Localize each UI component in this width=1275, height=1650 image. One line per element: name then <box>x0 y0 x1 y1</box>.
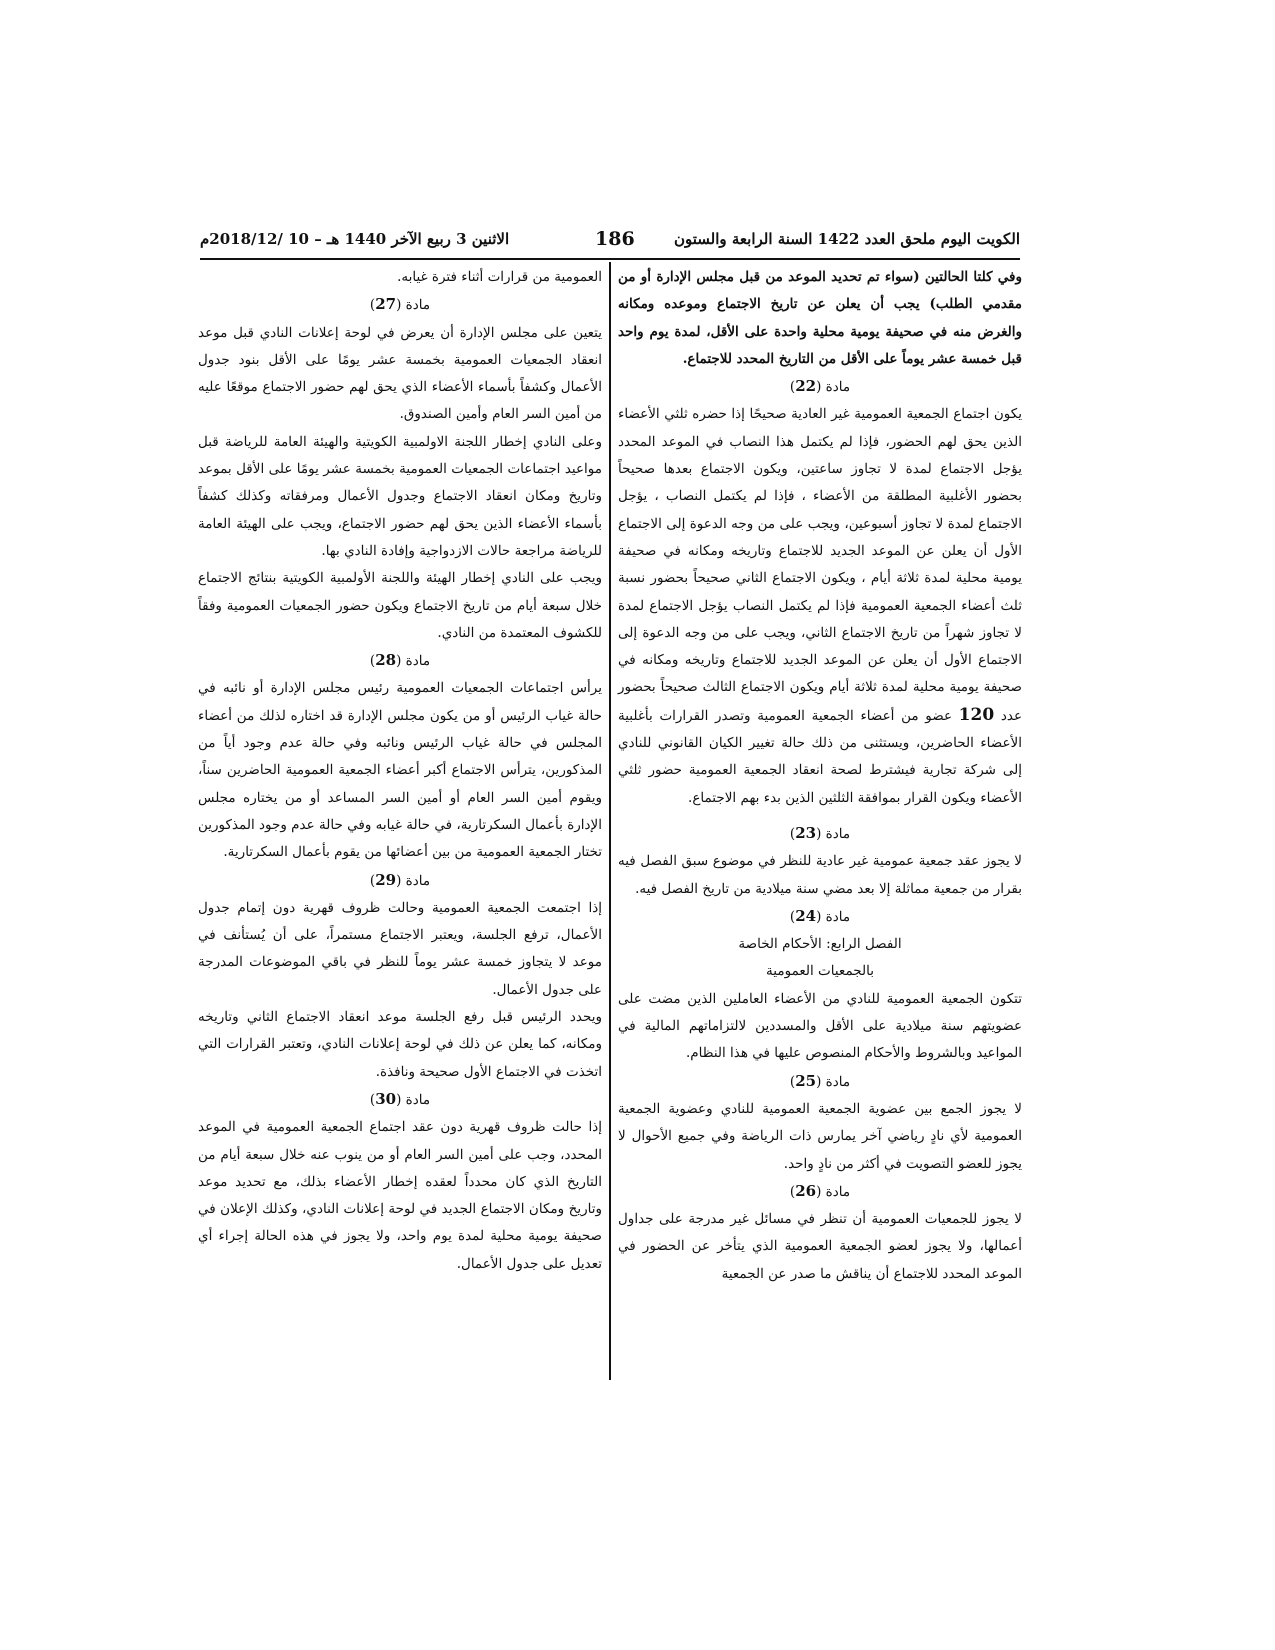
article-26-text: لا يجوز للجمعيات العمومية أن تنظر في مسائل غير مدرجة على جداول أعمالها، ولا يجوز لعضو الجمعية العمومية الذي يتأخر عن الحضور في الموعد المحدد للاجتماع أن يناقش ما صدر عن الجمعية <box>618 1211 1022 1282</box>
page-number: 186 <box>595 228 635 250</box>
article-24-text: تتكون الجمعية العمومية للنادي من الأعضاء العاملين الذين مضت على عضويتهم سنة ميلادية على الأقل والمسددين لالتزاماتهم المالية في المواعيد وبالشروط والأحكام المنصوص عليها في هذا النظام. <box>618 990 1022 1062</box>
issue-date: الاثنين 3 ربيع الآخر 1440 هـ – 10 /2018/12م <box>200 230 510 248</box>
gazette-title: الكويت اليوم ملحق العدد 1422 السنة الرابعة والستون <box>674 230 1020 248</box>
article-heading-24: مادة (24) <box>789 906 851 925</box>
article-25-text: لا يجوز الجمع بين عضوية الجمعية العمومية للنادي وعضوية الجمعية العمومية لأي نادٍ رياضي آخر يمارس ذات الرياضة وفي جميع الأحوال لا يجوز للعضو التصويت في أكثر من نادٍ واحد. <box>618 1100 1022 1172</box>
article-23-text: لا يجوز عقد جمعية عمومية غير عادية للنظر في موضوع سبق الفصل فيه بقرار من جمعية مماثلة إلا بعد مضي سنة ميلادية من تاريخ الفصل فيه. <box>618 853 1022 897</box>
article-27-paragraph-3: ويجب على النادي إخطار الهيئة واللجنة الأولمبية الكويتية بنتائج الاجتماع خلال سبعة أيام من تاريخ الاجتماع ويكون حضور الجمعيات العمومية وفقاً للكشوف المعتمدة من النادي. <box>198 570 602 641</box>
chapter-subtitle: بالجمعيات العمومية <box>766 963 874 980</box>
paragraph-continued: العمومية من قرارات أثناء فترة غيابه. <box>397 269 602 285</box>
chapter-title: الفصل الرابع: الأحكام الخاصة <box>738 936 902 953</box>
column-divider <box>609 262 611 1380</box>
quorum-number: 120 <box>958 704 995 725</box>
paragraph: وفي كلتا الحالتين (سواء تم تحديد الموعد من قبل مجلس الإدارة أو من مقدمي الطلب) يجب أن يعلن عن تاريخ الاجتماع وموعده ومكانه والغرض منه في صحيفة يومية محلية واحدة على الأقل، لمدة يوم واحد قبل خمسة عشر يوماً على الأقل من التاريخ المحدد للاجتماع. <box>618 269 1022 367</box>
article-heading-22: مادة (22) <box>789 377 851 396</box>
article-27-paragraph-2: وعلى النادي إخطار اللجنة الاولمبية الكويتية والهيئة العامة للرياضة قبل مواعيد اجتماعات الجمعيات العمومية بخمسة عشر يومًا على الأقل بموعد وتاريخ ومكان انعقاد الاجتماع وجدول الأعمال ومرفقاته وكذلك كشفاً بأسماء الأعضاء الذين يحق لهم حضور الاجتماع، ويجب على الهيئة العامة للرياضة مراجعة حالات الازدواجية وإفادة النادي بها. <box>198 433 602 559</box>
left-column <box>198 264 602 1278</box>
article-29-paragraph-1: إذا اجتمعت الجمعية العمومية وحالت ظروف قهرية دون إتمام جدول الأعمال، ترفع الجلسة، ويعتبر الاجتماع مستمراً، على أن يُستأنف في موعد لا يتجاوز خمسة عشر يوماً للنظر في باقي الموضوعات المدرجة على جدول الأعمال. <box>198 899 602 998</box>
article-heading-25: مادة (25) <box>789 1071 851 1090</box>
page-header <box>200 230 1020 254</box>
article-heading-29: مادة (29) <box>369 870 431 889</box>
article-27-paragraph-1: يتعين على مجلس الإدارة أن يعرض في لوحة إعلانات النادي قبل موعد انعقاد الجمعيات العمومية بخمسة عشر يومًا على الأقل بنود جدول الأعمال وكشفاً بأسماء الأعضاء الذي يحق لهم حضور الاجتماع موقعًا عليه من أمين السر العام وأمين الصندوق. <box>198 324 602 423</box>
header-rule <box>200 258 1020 260</box>
article-heading-27: مادة (27) <box>369 295 431 314</box>
article-heading-23: مادة (23) <box>789 823 851 842</box>
article-28-text: يرأس اجتماعات الجمعيات العمومية رئيس مجلس الإدارة أو نائبه في حالة غياب الرئيس أو من يكون مجلس الإدارة قد اختاره لذلك من أعضاء المجلس في حالة غياب الرئيس ونائبه وفي حالة عدم وجود أياً من المذكورين، يترأس الاجتماع أكبر أعضاء الجمعية العمومية الحاضرين سناً، ويقوم أمين السر العام أو أمين السر المساعد أو من يختاره مجلس الإدارة بأعمال السكرتارية، في حالة غيابه وفي حالة عدم وجود المذكورين تختار الجمعية العمومية من بين أعضائها من يقوم بأعمال السكرتارية. <box>198 680 602 861</box>
article-heading-26: مادة (26) <box>789 1181 851 1200</box>
article-heading-28: مادة (28) <box>369 651 431 670</box>
article-30-text: إذا حالت ظروف قهرية دون عقد اجتماع الجمعية العمومية في الموعد المحدد، وجب على أمين السر العام أو من ينوب عنه خلال سبعة أيام من التاريخ الذي كان محدداً لعقده إخطار الأعضاء بذلك، مع تحديد موعد وتاريخ ومكان الاجتماع الجديد في لوحة إعلانات النادي، وكذلك الإعلان في صحيفة يومية محلية لمدة يوم واحد، ولا يجوز في هذه الحالة إجراء أي تعديل على جدول الأعمال. <box>198 1119 602 1272</box>
right-column <box>618 264 1022 1288</box>
article-22-text: يكون اجتماع الجمعية العمومية غير العادية صحيحًا إذا حضره ثلثي الأعضاء الذين يحق لهم الحضور، فإذا لم يكتمل هذا النصاب في الموعد المحدد يؤجل الاجتماع لمدة لا تجاوز ساعتين، ويكون الاجتماع بعدها صحيحاً بحضور الأغلبية المطلقة من الأعضاء ، فإذا لم يكتمل النصاب ، يؤجل الاجتماع لمدة لا تجاوز أسبوعين، ويجب على من وجه الدعوة إلى الاجتماع الأول أن يعلن عن الموعد الجديد للاجتماع وتاريخه ومكانه في صحيفة يومية محلية لمدة ثلاثة أيام ، ويكون الاجتماع الثاني صحيحاً بحضور نسبة ثلث أعضاء الجمعية العمومية فإذا لم يكتمل النصاب يؤجل الاجتماع لمدة لا تجاوز شهراً من تاريخ الاجتماع الثاني، ويجب على من وجه الدعوة إلى الاجتماع الأول أن يعلن عن الموعد الجديد للاجتماع وتاريخه ومكانه في صحيفة يومية محلية لمدة ثلاثة أيام ويكون الاجتماع الثالث صحيحاً بحضور عدد 120 عضو من أعضاء الجمعية العمومية وتصدر القرارات بأغلبية الأعضاء الحاضرين، ويستثنى من ذلك حالة تغيير الكيان القانوني للنادي إلى شركة تجارية فيشترط لصحة انعقاد الجمعية العمومية حضور ثلثي الأعضاء ويكون القرار بموافقة الثلثين الذين بدء بهم الاجتماع. <box>618 406 1022 806</box>
article-heading-30: مادة (30) <box>369 1089 431 1108</box>
article-29-paragraph-2: ويحدد الرئيس قبل رفع الجلسة موعد انعقاد الاجتماع الثاني وتاريخه ومكانه، كما يعلن عن ذلك في لوحة إعلانات النادي، وتعتبر القرارات التي اتخذت في الاجتماع الأول صحيحة ونافذة. <box>198 1009 602 1080</box>
